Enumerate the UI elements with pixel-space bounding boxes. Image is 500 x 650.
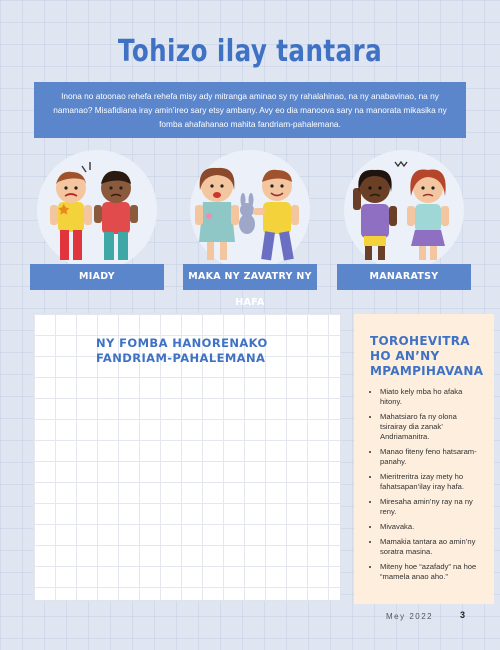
anger-marks-icon [82,162,90,172]
page-number: 3 [460,610,466,620]
list-item: • Mahatsiaro fa ny olona tsirairay dia zanak’ Andriamanitra. [380,412,484,442]
list-item: • Miresaha amin’ny ray na ny reny. [380,497,484,517]
upset-girl [353,170,397,260]
scene-insulting[interactable] [337,150,471,290]
scene-taking[interactable] [183,150,317,308]
scene-label: MANARATSY [337,264,471,290]
fighting-kids-illustration [30,150,164,266]
angry-kid-red [50,172,92,260]
footer-month: Mey 2022 [386,612,434,621]
worksheet-title: NY FOMBA HANORENAKO FANDRIAM-PAHALEMANA [96,336,268,365]
tips-list [370,387,484,582]
list-item: • Mivavaka. [380,522,484,532]
crying-girl [195,168,239,260]
angry-kid-teal [94,171,138,260]
scene-label: MAKA NY ZAVATRY NY HAFA [183,264,317,290]
list-item: • Manao fiteny feno hatsaram-panahy. [380,447,484,467]
taking-toy-illustration [183,150,317,266]
boy-taking-toy [253,170,299,261]
tips-panel [354,314,494,604]
toy-bunny-icon [239,193,255,234]
list-item: • Miteny hoe “azafady” na hoe “mamela anao aho.” [380,562,484,582]
list-item: • Miato kely mba ho afaka hitony. [380,387,484,407]
sad-girl [407,170,449,260]
list-item: • Mamakia tantara ao amin’ny soratra masina. [380,537,484,557]
frustration-scribble-icon [395,162,407,166]
tips-title: TOROHEVITRA HO AN’NY MPAMPIHAVANA [370,334,484,378]
page-title: Tohizo ilay tantara [117,34,383,69]
insulting-illustration [337,150,471,266]
scene-label: MIADY [30,264,164,290]
scene-fighting[interactable] [30,150,164,290]
intro-banner: Inona no atoonao rehefa rehefa misy ady mitranga aminao sy ny rahalahinao, na ny anabavinao, na ny namanao? Misafidiana iray amin’ireo sary etsy ambany. Avy eo dia manoova sary na manorata mikasika ny fomba ahafahanao mahita fandriam-pahalemana. [34,82,466,138]
list-item: • Mieritreritra izay mety ho fahatsapan’ilay iray hafa. [380,472,484,492]
